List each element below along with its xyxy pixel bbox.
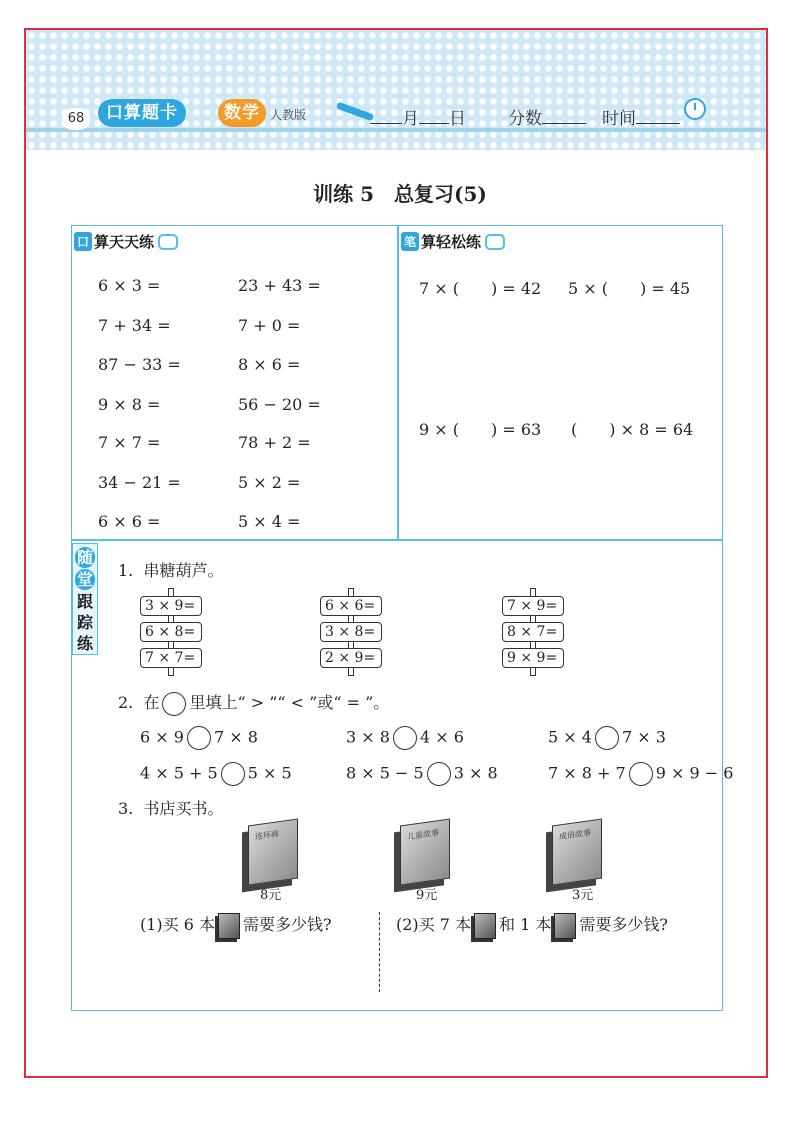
oral-tag: 口	[74, 232, 92, 251]
month-label: 月	[402, 109, 419, 129]
compare-circle[interactable]	[221, 762, 245, 786]
compare-item	[140, 726, 258, 750]
answer-divider	[379, 912, 380, 992]
gourd-box: 7 × 7=	[140, 648, 202, 668]
compare-left: 7 × 8 + 7	[548, 763, 626, 783]
written-calc-box	[397, 225, 723, 541]
badge-char: 堂	[76, 570, 93, 589]
badge-char: 跟	[76, 592, 93, 611]
oral-eq: 34 − 21 =	[98, 473, 181, 492]
gourd-box: 3 × 9=	[140, 596, 202, 616]
oral-eq: 9 × 8 =	[98, 395, 161, 414]
sub2-b: 和 1 本	[499, 915, 552, 934]
date-fields	[370, 104, 466, 129]
book-title: 成语故事	[559, 828, 591, 842]
compare-left: 4 × 5 + 5	[140, 763, 218, 783]
compare-circle[interactable]	[595, 726, 619, 750]
oral-eq: 23 + 43 =	[238, 276, 321, 295]
oral-eq: 8 × 6 =	[238, 355, 301, 374]
book-icon	[485, 234, 505, 250]
kids-story-book-icon	[474, 913, 496, 939]
compare-right: 4 × 6	[419, 727, 464, 747]
written-eq: ( ) × 8 = 64	[571, 420, 694, 439]
gourd-box: 2 × 9=	[320, 648, 382, 668]
compare-circle[interactable]	[393, 726, 417, 750]
oral-eq: 87 − 33 =	[98, 355, 181, 374]
page-title: 训练 5 总复习(5)	[313, 182, 487, 206]
idiom-story-book-icon	[554, 913, 576, 939]
score-label: 分数	[508, 109, 542, 129]
oral-eq: 7 × 7 =	[98, 433, 161, 452]
gourd-box: 3 × 8=	[320, 622, 382, 642]
compare-left: 3 × 8	[346, 727, 390, 747]
book-icon	[158, 234, 178, 250]
book-title: 连环画	[255, 829, 279, 842]
written-calc-heading	[401, 231, 505, 252]
question-2-label	[118, 690, 389, 716]
written-eq: 7 × ( ) = 42	[419, 279, 542, 298]
compare-right: 3 × 8	[453, 763, 498, 783]
score-field	[508, 104, 586, 129]
book-title: 儿童故事	[407, 828, 439, 842]
gourd-box: 7 × 9=	[502, 596, 564, 616]
q2-label-b: 里填上“ > ”“ < ”或“ = ”。	[189, 693, 390, 712]
day-label: 日	[449, 109, 466, 129]
written-eq: 5 × ( ) = 45	[568, 279, 691, 298]
question-3-label: 3. 书店买书。	[118, 799, 224, 818]
clock-icon	[684, 98, 706, 120]
sub2-a: (2)买 7 本	[396, 915, 472, 934]
q2-label-a: 2. 在	[118, 693, 160, 712]
time-label: 时间	[602, 109, 636, 129]
comic-book-icon	[218, 913, 240, 939]
book-comic-icon	[248, 818, 298, 885]
book-kids-story-icon	[400, 818, 450, 885]
book-price: 9元	[416, 888, 438, 903]
sub2-c: 需要多少钱?	[579, 915, 668, 934]
badge-char: 随	[76, 548, 93, 567]
compare-item	[346, 762, 498, 786]
oral-eq: 7 + 34 =	[98, 316, 171, 335]
sub-question-2	[396, 912, 668, 939]
oral-heading-text: 算天天练	[94, 233, 155, 251]
class-practice-badge	[72, 543, 98, 655]
oral-eq: 56 − 20 =	[238, 395, 321, 414]
subject-label: 数学	[218, 99, 266, 127]
oral-eq: 6 × 6 =	[98, 512, 161, 531]
book-price: 3元	[572, 888, 594, 903]
badge-char: 练	[76, 634, 93, 653]
compare-left: 8 × 5 − 5	[346, 763, 424, 783]
edition-label: 人教版	[270, 108, 307, 122]
logo-title: 口算题卡	[98, 99, 186, 127]
time-field	[602, 104, 680, 129]
compare-right: 7 × 8	[213, 727, 258, 747]
page-number: 68	[62, 108, 90, 130]
badge-char: 踪	[76, 613, 93, 632]
book-price: 8元	[260, 888, 282, 903]
compare-right: 9 × 9 − 6	[655, 763, 734, 783]
question-1-label: 1. 串糖葫芦。	[118, 561, 224, 580]
oral-calc-heading	[74, 231, 178, 252]
book-idiom-story-icon	[552, 818, 602, 885]
compare-circle[interactable]	[427, 762, 451, 786]
oral-eq: 7 + 0 =	[238, 316, 301, 335]
compare-circle[interactable]	[629, 762, 653, 786]
compare-item	[548, 762, 733, 786]
compare-circle[interactable]	[187, 726, 211, 750]
compare-item	[548, 726, 666, 750]
oral-eq: 6 × 3 =	[98, 276, 161, 295]
compare-left: 5 × 4	[548, 727, 592, 747]
compare-item	[140, 762, 292, 786]
oral-eq: 5 × 2 =	[238, 473, 301, 492]
compare-item	[346, 726, 464, 750]
sub1-a: (1)买 6 本	[140, 915, 216, 934]
written-eq: 9 × ( ) = 63	[419, 420, 542, 439]
written-tag: 笔	[401, 232, 419, 251]
oral-eq: 78 + 2 =	[238, 433, 311, 452]
oral-eq: 5 × 4 =	[238, 512, 301, 531]
written-heading-text: 算轻松练	[421, 233, 482, 251]
gourd-box: 6 × 8=	[140, 622, 202, 642]
gourd-box: 6 × 6=	[320, 596, 382, 616]
oral-calc-box	[71, 225, 399, 541]
gourd-box: 9 × 9=	[502, 648, 564, 668]
gourd-box: 8 × 7=	[502, 622, 564, 642]
compare-left: 6 × 9	[140, 727, 184, 747]
compare-right: 5 × 5	[247, 763, 292, 783]
sub-question-1	[140, 912, 332, 939]
blank-circle[interactable]	[162, 692, 186, 716]
sub1-b: 需要多少钱?	[243, 915, 332, 934]
compare-right: 7 × 3	[621, 727, 666, 747]
